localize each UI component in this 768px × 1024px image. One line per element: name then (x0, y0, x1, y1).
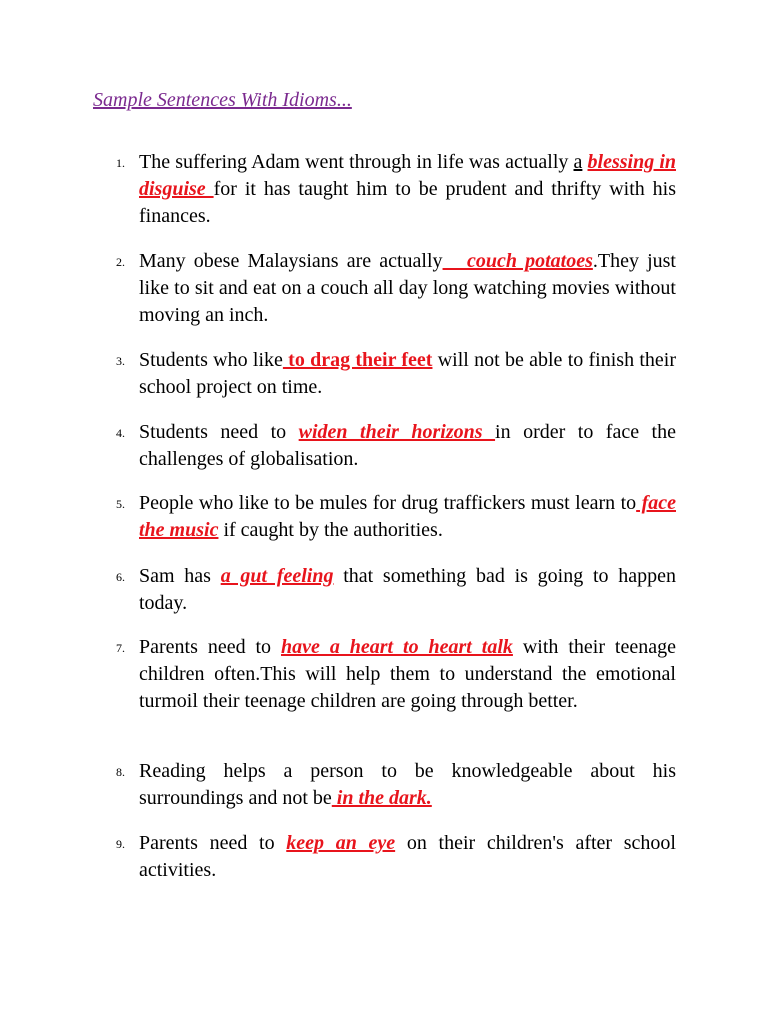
idiom-phrase: widen their horizons (298, 421, 496, 443)
sentence-prefix-underlined: a (573, 151, 583, 173)
item-number: 2. (116, 255, 125, 269)
sentence-after: that something bad is going to happen today. (139, 565, 676, 614)
sentence-text (139, 347, 676, 401)
item-number: 7. (116, 641, 125, 655)
sentence-after: in order to face the challenges of globalisation. (139, 421, 676, 470)
idiom-phrase: a gut feeling (220, 565, 334, 587)
idiom-phrase: in the dark. (331, 787, 432, 809)
sentence-text (139, 149, 676, 230)
item-number: 1. (116, 156, 125, 170)
item-number: 8. (116, 765, 125, 779)
sentence-after: if caught by the authorities. (218, 519, 443, 541)
sentence-before: Parents need to (139, 636, 281, 658)
sentence-before: People who like to be mules for drug traffickers must learn to (139, 492, 637, 514)
idiom-phrase: keep an eye (286, 832, 396, 854)
item-number: 9. (116, 837, 125, 851)
page-title: Sample Sentences With Idioms... (93, 89, 352, 111)
item-number: 4. (116, 426, 125, 440)
idiom-phrase: to drag their feet (282, 349, 433, 371)
sentence-text (139, 830, 676, 884)
item-number: 5. (116, 497, 125, 511)
sentence-text (139, 758, 676, 812)
item-number: 3. (116, 354, 125, 368)
sentence-after: on their children's after school activities. (139, 832, 676, 881)
sentence-before: Parents need to (139, 832, 287, 854)
sentence-after: .They just like to sit and eat on a couch all day long watching movies without moving an inch. (139, 250, 676, 326)
sentence-text (139, 563, 676, 617)
sentence-before: Reading helps a person to be knowledgeable about his surroundings and not be (139, 760, 676, 809)
sentence-text (139, 634, 676, 715)
sentence-after: for it has taught him to be prudent and thrifty with his finances. (139, 178, 676, 227)
idiom-phrase: have a heart to heart talk (281, 636, 513, 658)
sentence-before: Many obese Malaysians are actually (139, 250, 443, 272)
sentence-before: Sam has (139, 565, 221, 587)
sentence-before: The suffering Adam went through in life was actually (139, 151, 574, 173)
sentence-text (139, 419, 676, 473)
sentence-after: will not be able to finish their school project on time. (139, 349, 677, 398)
item-number: 6. (116, 570, 125, 584)
idiom-phrase: couch potatoes (442, 250, 593, 272)
idiom-phrase: face the music (139, 492, 676, 541)
idiom-phrase: blessing in disguise (139, 151, 676, 200)
sentence-before: Students who like (139, 349, 283, 371)
sentence-after: with their teenage children often.This will help them to understand the emotional turmoil their teenage children are going through better. (139, 636, 677, 712)
sentence-before: Students need to (139, 421, 299, 443)
sentence-text (139, 248, 676, 329)
sentence-text (139, 490, 676, 544)
